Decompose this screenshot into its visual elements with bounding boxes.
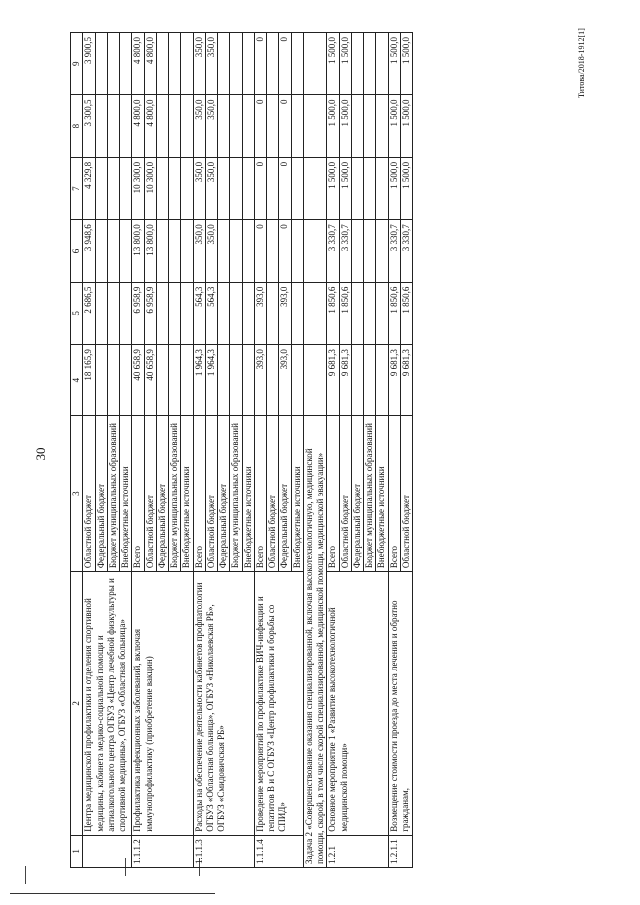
amount-cell: 0 <box>254 33 266 95</box>
amount-cell: 393,0 <box>254 345 266 416</box>
amount-cell: 3 330,7 <box>388 220 400 282</box>
row-code: 1.2.1.1 <box>388 835 413 867</box>
amount-cell <box>230 282 242 344</box>
amount-cell <box>230 95 242 157</box>
empty-cell <box>303 345 327 416</box>
amount-cell: 350,0 <box>193 33 205 95</box>
funding-source: Областной бюджет <box>339 416 351 572</box>
amount-cell: 1 964,3 <box>205 345 217 416</box>
amount-cell <box>120 95 132 157</box>
page-number: 30 <box>33 447 48 461</box>
funding-source: Всего <box>388 416 400 572</box>
funding-source: Федеральный бюджет <box>218 416 230 572</box>
amount-cell <box>230 33 242 95</box>
document-code: Титова/2018-1912[1] <box>577 28 586 98</box>
amount-cell <box>376 220 388 282</box>
amount-cell <box>291 345 303 416</box>
amount-cell: 1 850,6 <box>327 282 339 344</box>
amount-cell <box>120 157 132 219</box>
amount-cell: 1 500,0 <box>400 157 412 219</box>
funding-source: Всего <box>193 416 205 572</box>
amount-cell: 9 681,3 <box>339 345 351 416</box>
amount-cell: 1 500,0 <box>327 95 339 157</box>
amount-cell <box>169 345 181 416</box>
amount-cell <box>242 157 254 219</box>
amount-cell <box>120 282 132 344</box>
funding-source: Всего <box>327 416 339 572</box>
amount-cell <box>95 95 107 157</box>
amount-cell <box>267 33 279 95</box>
amount-cell: 1 850,6 <box>339 282 351 344</box>
amount-cell: 1 500,0 <box>339 95 351 157</box>
amount-cell: 13 800,0 <box>132 220 144 282</box>
amount-cell <box>267 95 279 157</box>
funding-source: Областной бюджет <box>205 416 217 572</box>
amount-cell <box>291 95 303 157</box>
row-description: Центра медицинской профилактики и отделения спортивной медицины, кабинета медико-социальной помощи и антиалкогольного центра ОГБУЗ «Центр лечебной физкультуры и спортивной медицины», ОГБУЗ «Областная больница» <box>83 572 132 836</box>
empty-cell <box>303 95 327 157</box>
amount-cell: 18 165,9 <box>83 345 95 416</box>
funding-source: Областной бюджет <box>83 416 95 572</box>
amount-cell: 9 681,3 <box>327 345 339 416</box>
amount-cell: 0 <box>279 95 291 157</box>
funding-source: Федеральный бюджет <box>279 416 291 572</box>
amount-cell: 0 <box>254 157 266 219</box>
amount-cell <box>364 157 376 219</box>
amount-cell: 1 500,0 <box>388 157 400 219</box>
amount-cell <box>291 220 303 282</box>
amount-cell: 13 800,0 <box>144 220 156 282</box>
amount-cell <box>120 345 132 416</box>
amount-cell <box>156 33 168 95</box>
amount-cell <box>376 157 388 219</box>
amount-cell <box>181 95 193 157</box>
amount-cell <box>230 220 242 282</box>
amount-cell: 1 500,0 <box>388 95 400 157</box>
amount-cell <box>242 33 254 95</box>
row-code: 1.1.1.4 <box>254 835 303 867</box>
amount-cell <box>376 33 388 95</box>
amount-cell <box>181 282 193 344</box>
amount-cell: 1 500,0 <box>327 157 339 219</box>
table-row <box>254 33 266 868</box>
amount-cell: 6 958,9 <box>144 282 156 344</box>
amount-cell: 350,0 <box>205 95 217 157</box>
amount-cell: 3 948,6 <box>83 220 95 282</box>
amount-cell: 1 500,0 <box>339 157 351 219</box>
amount-cell <box>267 157 279 219</box>
amount-cell: 4 329,8 <box>83 157 95 219</box>
amount-cell <box>107 95 119 157</box>
amount-cell: 0 <box>279 33 291 95</box>
amount-cell: 1 500,0 <box>400 33 412 95</box>
amount-cell <box>181 220 193 282</box>
amount-cell <box>376 95 388 157</box>
col-header: 1 <box>71 835 83 867</box>
amount-cell: 350,0 <box>205 157 217 219</box>
col-header: 8 <box>71 95 83 157</box>
amount-cell <box>242 95 254 157</box>
funding-source: Областной бюджет <box>144 416 156 572</box>
amount-cell: 6 958,9 <box>132 282 144 344</box>
amount-cell <box>242 220 254 282</box>
amount-cell: 10 300,0 <box>132 157 144 219</box>
budget-table <box>70 32 413 868</box>
amount-cell: 1 500,0 <box>339 33 351 95</box>
amount-cell <box>218 220 230 282</box>
funding-source: Бюджет муниципальных образований <box>107 416 119 572</box>
empty-cell <box>303 33 327 95</box>
table-body <box>83 33 413 868</box>
amount-cell: 350,0 <box>205 33 217 95</box>
amount-cell <box>107 220 119 282</box>
amount-cell <box>169 33 181 95</box>
amount-cell: 3 300,5 <box>83 95 95 157</box>
amount-cell: 1 850,6 <box>388 282 400 344</box>
amount-cell: 393,0 <box>279 282 291 344</box>
amount-cell: 4 800,0 <box>144 33 156 95</box>
amount-cell <box>364 282 376 344</box>
funding-source: Внебюджетные источники <box>376 416 388 572</box>
amount-cell <box>364 345 376 416</box>
amount-cell: 3 330,7 <box>339 220 351 282</box>
amount-cell <box>291 33 303 95</box>
amount-cell <box>351 33 363 95</box>
amount-cell <box>230 345 242 416</box>
table-row <box>132 33 144 868</box>
amount-cell <box>242 345 254 416</box>
amount-cell <box>156 157 168 219</box>
amount-cell: 350,0 <box>193 157 205 219</box>
amount-cell <box>95 282 107 344</box>
amount-cell: 0 <box>279 157 291 219</box>
amount-cell <box>218 282 230 344</box>
amount-cell <box>364 95 376 157</box>
amount-cell <box>107 282 119 344</box>
amount-cell: 9 681,3 <box>388 345 400 416</box>
amount-cell: 0 <box>254 95 266 157</box>
amount-cell: 4 800,0 <box>132 33 144 95</box>
amount-cell: 1 964,3 <box>193 345 205 416</box>
amount-cell: 393,0 <box>254 282 266 344</box>
amount-cell <box>95 157 107 219</box>
amount-cell <box>169 282 181 344</box>
funding-source: Всего <box>132 416 144 572</box>
amount-cell: 1 500,0 <box>400 95 412 157</box>
amount-cell <box>95 220 107 282</box>
amount-cell <box>181 345 193 416</box>
amount-cell <box>95 33 107 95</box>
funding-source: Федеральный бюджет <box>95 416 107 572</box>
amount-cell <box>169 220 181 282</box>
row-description: Проведение мероприятий по профилактике ВИЧ-инфекции и гепатитов В и С ОГБУЗ «Центр профилактики и борьбы со СПИД» <box>254 572 303 836</box>
amount-cell: 393,0 <box>279 345 291 416</box>
amount-cell: 350,0 <box>205 220 217 282</box>
amount-cell: 0 <box>279 220 291 282</box>
col-header: 6 <box>71 220 83 282</box>
amount-cell <box>95 345 107 416</box>
col-header: 7 <box>71 157 83 219</box>
amount-cell <box>242 282 254 344</box>
amount-cell <box>218 33 230 95</box>
footer-rule <box>10 893 215 894</box>
amount-cell <box>181 33 193 95</box>
funding-source: Всего <box>254 416 266 572</box>
amount-cell: 564,3 <box>205 282 217 344</box>
col-header: 4 <box>71 345 83 416</box>
funding-source: Областной бюджет <box>267 416 279 572</box>
amount-cell: 1 500,0 <box>327 33 339 95</box>
amount-cell: 350,0 <box>193 220 205 282</box>
amount-cell <box>107 157 119 219</box>
funding-source: Федеральный бюджет <box>351 416 363 572</box>
table-row <box>83 33 95 868</box>
amount-cell <box>351 220 363 282</box>
amount-cell: 40 658,9 <box>144 345 156 416</box>
amount-cell <box>291 282 303 344</box>
amount-cell: 3 330,7 <box>400 220 412 282</box>
amount-cell <box>230 157 242 219</box>
footnote-mark-line <box>25 866 26 884</box>
amount-cell <box>218 345 230 416</box>
amount-cell <box>351 95 363 157</box>
empty-cell <box>303 157 327 219</box>
task-row <box>303 33 327 868</box>
amount-cell: 350,0 <box>193 95 205 157</box>
amount-cell: 4 800,0 <box>132 95 144 157</box>
col-header: 2 <box>71 572 83 836</box>
amount-cell <box>351 345 363 416</box>
row-code: 1.2.1 <box>327 835 388 867</box>
amount-cell: 9 681,3 <box>400 345 412 416</box>
funding-source: Внебюджетные источники <box>120 416 132 572</box>
amount-cell <box>351 157 363 219</box>
amount-cell <box>120 33 132 95</box>
amount-cell <box>364 220 376 282</box>
funding-source: Бюджет муниципальных образований <box>364 416 376 572</box>
empty-cell <box>303 282 327 344</box>
amount-cell <box>351 282 363 344</box>
amount-cell <box>218 95 230 157</box>
amount-cell <box>156 282 168 344</box>
amount-cell <box>156 345 168 416</box>
amount-cell <box>218 157 230 219</box>
amount-cell <box>291 157 303 219</box>
row-code <box>83 835 132 867</box>
empty-cell <box>303 220 327 282</box>
amount-cell <box>267 220 279 282</box>
amount-cell: 1 500,0 <box>388 33 400 95</box>
col-header: 9 <box>71 33 83 95</box>
amount-cell <box>376 345 388 416</box>
funding-source: Областной бюджет <box>400 416 412 572</box>
table-row <box>388 33 400 868</box>
amount-cell <box>267 282 279 344</box>
row-description: Основное мероприятие 1 «Развитие высокотехнологичной медицинской помощи» <box>327 572 388 836</box>
amount-cell: 3 900,5 <box>83 33 95 95</box>
table-row <box>327 33 339 868</box>
amount-cell <box>169 157 181 219</box>
amount-cell: 10 300,0 <box>144 157 156 219</box>
amount-cell: 3 330,7 <box>327 220 339 282</box>
amount-cell: 1 850,6 <box>400 282 412 344</box>
amount-cell: 2 686,5 <box>83 282 95 344</box>
table-row <box>193 33 205 868</box>
amount-cell <box>156 95 168 157</box>
amount-cell: 4 800,0 <box>144 95 156 157</box>
funding-source: Бюджет муниципальных образований <box>230 416 242 572</box>
amount-cell <box>120 220 132 282</box>
header-row <box>71 33 83 868</box>
amount-cell: 0 <box>254 220 266 282</box>
funding-source: Внебюджетные источники <box>291 416 303 572</box>
amount-cell <box>376 282 388 344</box>
row-code: 1.1.1.2 <box>132 835 193 867</box>
amount-cell <box>181 157 193 219</box>
funding-source: Бюджет муниципальных образований <box>169 416 181 572</box>
task-description: Задача 2 «Совершенствование оказания специализированной, включая высокотехнологичную, медицинской помощи, скорой, в том числе скорой специализированной, медицинской помощи, медицинской эвакуации» <box>303 416 327 868</box>
amount-cell <box>156 220 168 282</box>
rotated-table-container <box>70 32 590 868</box>
row-description: Расходы на обеспечение деятельности кабинетов профпатологии ОГБУЗ «Областная больница», ОГБУЗ «Николаевская РБ», ОГБУЗ «Смидовичская РБ» <box>193 572 254 836</box>
amount-cell <box>267 345 279 416</box>
row-description: Профилактика инфекционных заболеваний, включая иммунопрофилактику (приобретение вакцин) <box>132 572 193 836</box>
col-header: 3 <box>71 416 83 572</box>
amount-cell: 564,3 <box>193 282 205 344</box>
amount-cell: 40 658,9 <box>132 345 144 416</box>
col-header: 5 <box>71 282 83 344</box>
amount-cell <box>107 33 119 95</box>
amount-cell <box>364 33 376 95</box>
funding-source: Внебюджетные источники <box>242 416 254 572</box>
amount-cell <box>107 345 119 416</box>
funding-source: Внебюджетные источники <box>181 416 193 572</box>
row-code: 1.1.1.3 <box>193 835 254 867</box>
row-description: Возмещение стоимости проезда до места лечения и обратно гражданам, <box>388 572 413 836</box>
amount-cell <box>169 95 181 157</box>
funding-source: Федеральный бюджет <box>156 416 168 572</box>
